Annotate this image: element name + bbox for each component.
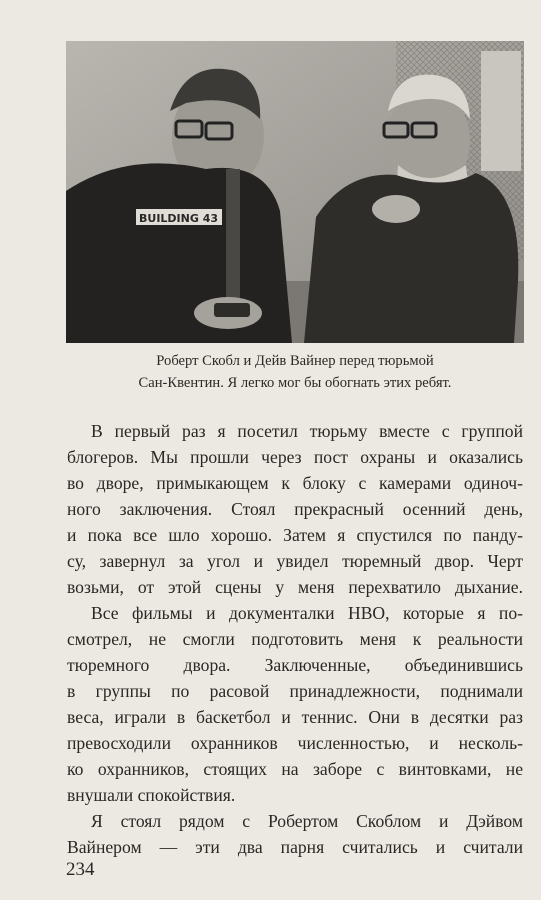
paragraph-1-line-6: су, завернул за угол и увидел тюремный двор. Черт [67, 551, 523, 571]
photo-two-men-icon [66, 41, 524, 343]
page-number: 234 [66, 859, 95, 880]
shirt-print: BUILDING 43 [139, 212, 219, 225]
paragraph-1-line-2: блогеров. Мы прошли через пост охраны и оказались [67, 447, 523, 467]
figure-caption-line: Роберт Скобл и Дейв Вайнер перед тюрьмой [156, 353, 434, 369]
paragraph-2-line-2: смотрел, не смогли подготовить меня к реальности [67, 629, 523, 649]
paragraph-1-line-7: возьми, от этой сцены у меня перехватило дыхание. [67, 577, 523, 597]
paragraph-1-line-4: ного заключения. Стоял прекрасный осенний день, [67, 499, 523, 519]
paragraph-2-line-7: ко охранников, стоящих на заборе с винтовками, не [67, 759, 523, 779]
photo-figure [66, 41, 524, 343]
paragraph-3-line-2: Вайнером — эти два парня считались и считали [67, 837, 523, 857]
paragraph-2-line-8: внушали спокойствия. [67, 785, 236, 805]
figure-caption-line: Сан-Квентин. Я легко мог бы обогнать этих ребят. [138, 375, 452, 391]
paragraph-2-line-4: в группы по расовой принадлежности, поднимали [67, 681, 523, 701]
paragraph-3-line-1: Я стоял рядом с Робертом Скоблом и Дэйвом [91, 811, 523, 831]
paragraph-2-line-6: превосходили охранников численностью, и несколь- [67, 733, 523, 753]
paragraph-1-line-1: В первый раз я посетил тюрьму вместе с группой [91, 421, 523, 441]
paragraph-1-line-3: во дворе, примыкающем к блоку с камерами одиноч- [67, 473, 523, 493]
paragraph-2-line-1: Все фильмы и документалки HBO, которые я по- [91, 603, 523, 623]
paragraph-1-line-5: и пока все шло хорошо. Затем я спустился по панду- [67, 525, 523, 545]
paragraph-2-line-5: веса, играли в баскетбол и теннис. Они в десятки раз [67, 707, 523, 727]
paragraph-2-line-3: тюремного двора. Заключенные, объединившись [67, 655, 523, 675]
